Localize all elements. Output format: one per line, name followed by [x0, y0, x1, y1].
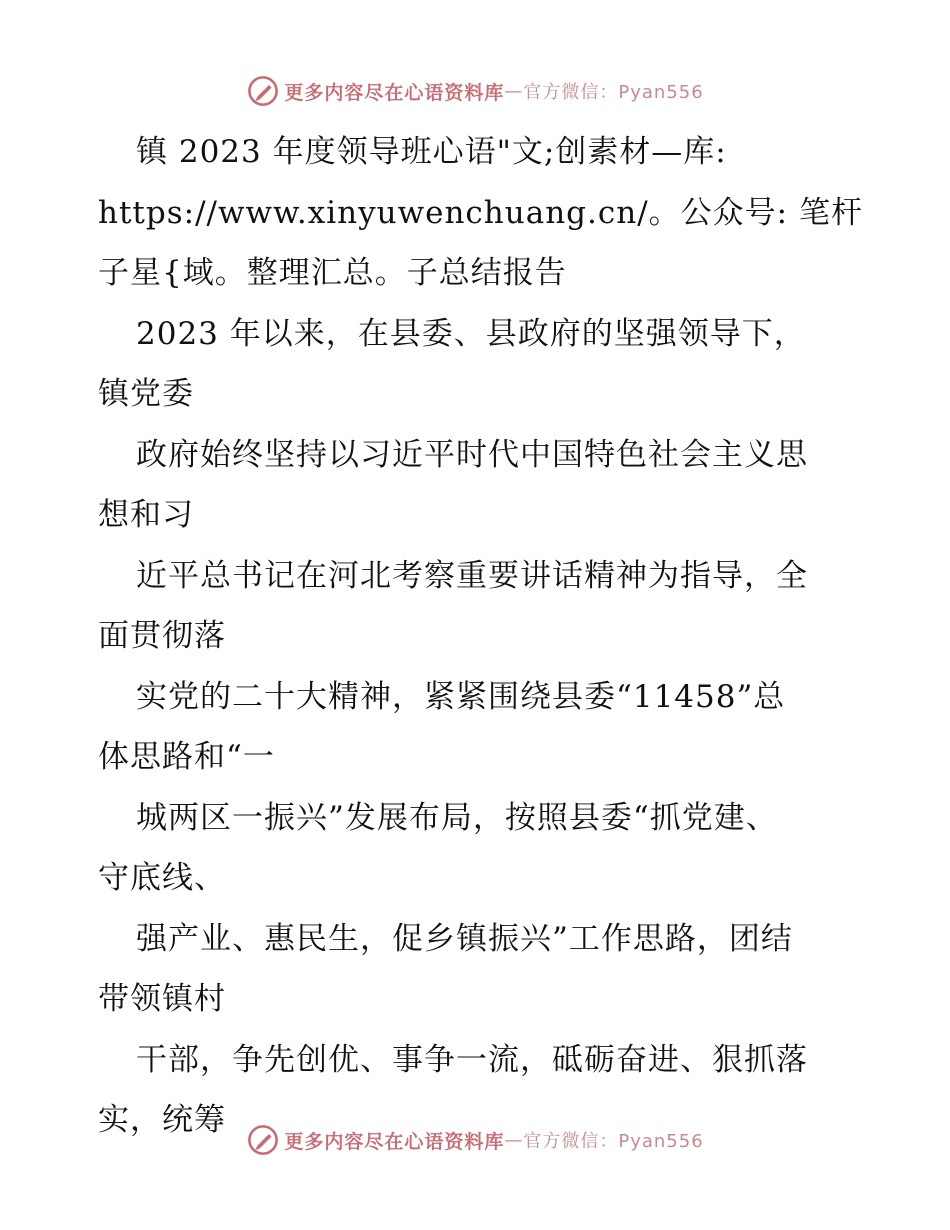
text-line: 近平总书记在河北考察重要讲话精神为指导，全 [136, 557, 808, 594]
text-line: 镇党委 [98, 376, 194, 412]
watermark-title: 更多内容尽在心语资料库 [284, 81, 505, 104]
text-line: 城两区一振兴”发展布局，按照县委“抓党建、 [136, 799, 778, 836]
text-line: 实党的二十大精神，紧紧围绕县委“11458”总 [136, 678, 786, 715]
pen-logo-icon [246, 74, 280, 108]
text-line: 想和习 [98, 497, 194, 533]
watermark-wechat: 官方微信：Pyan556 [523, 1131, 704, 1152]
text-line: 政府始终坚持以习近平时代中国特色社会主义思 [136, 436, 808, 473]
text-line: 带领镇村 [98, 981, 226, 1017]
text-line: 子星{域。整理汇总。子总结报告 [98, 255, 567, 291]
watermark-wechat: 官方微信：Pyan556 [523, 82, 704, 103]
text-line: 实，统筹 [98, 1102, 226, 1138]
header-watermark [0, 71, 950, 111]
footer-watermark [0, 1120, 950, 1160]
text-line: 2023 年以来，在县委、县政府的坚强领导下， [136, 315, 806, 352]
text-line: https://www.xinyuwenchuang.cn/。公众号: 笔杆 [98, 194, 863, 231]
text-line: 镇 2023 年度领导班心语"文;创素材—库: [136, 134, 727, 170]
text-line: 干部，争先创优、事争一流，砥砺奋进、狠抓落 [136, 1041, 808, 1078]
text-line: 体思路和“一 [98, 739, 275, 775]
text-line: 强产业、惠民生，促乡镇振兴”工作思路，团结 [136, 920, 793, 957]
text-line: 面贯彻落 [98, 618, 226, 654]
watermark-title: 更多内容尽在心语资料库 [284, 1130, 505, 1153]
text-line: 守底线、 [98, 860, 226, 896]
watermark-dash: — [504, 1129, 524, 1151]
pen-logo-icon [246, 1123, 280, 1157]
watermark-dash: — [504, 80, 524, 102]
document-body [98, 122, 888, 1151]
